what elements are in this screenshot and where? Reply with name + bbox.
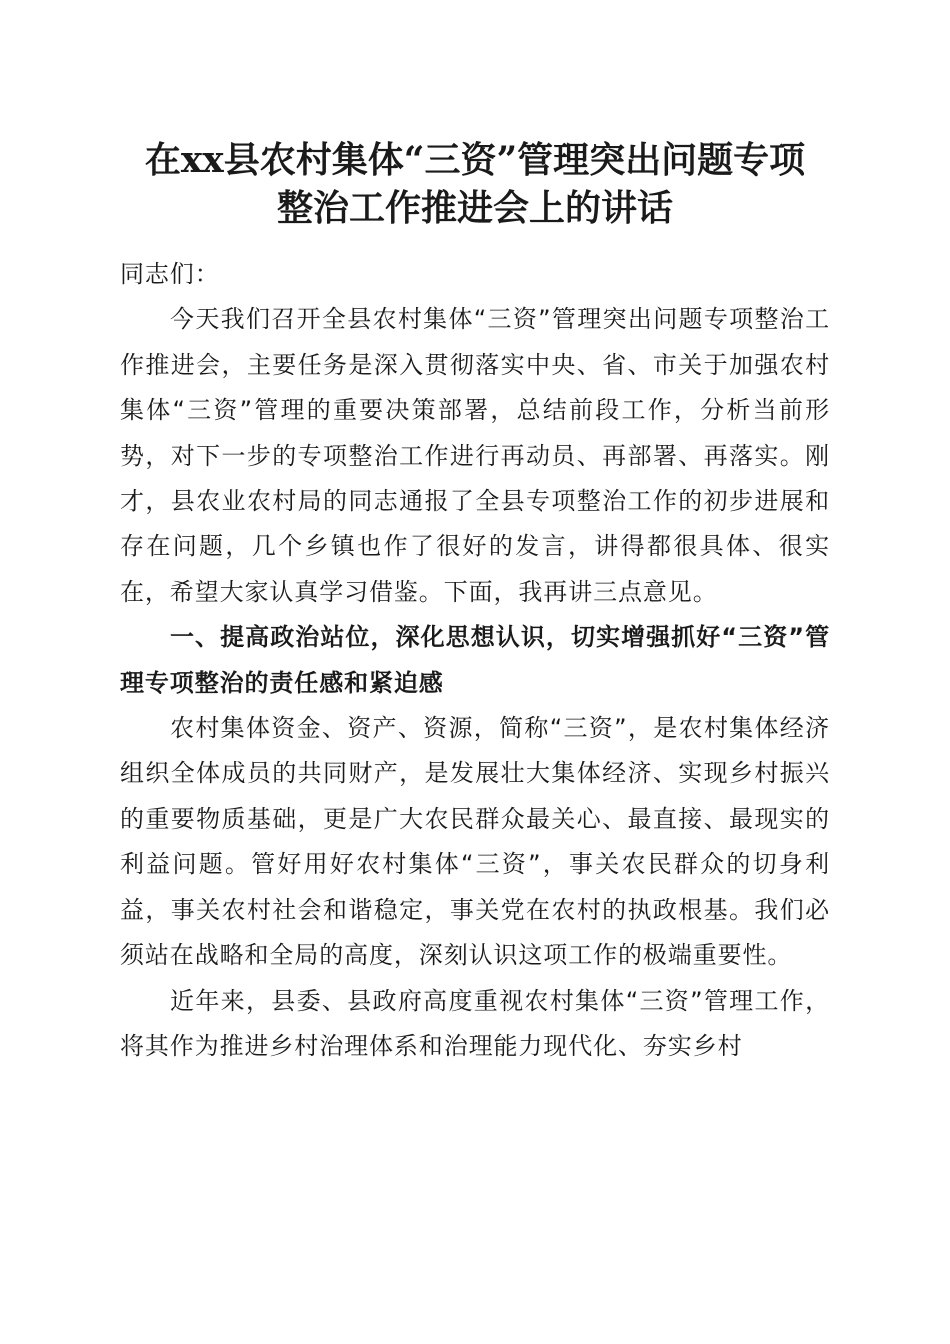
document-title-line-2: 整治工作推进会上的讲话	[276, 187, 673, 229]
paragraph-three-assets: 农村集体资金、资产、资源，简称“三资”，是农村集体经济组织全体成员的共同财产，是发展壮大集体经济、实现乡村振兴的重要物质基础，更是广大农民群众最关心、最直接、最现实的利益问题。管好用好农村集体“三资”，事关农民群众的切身利益，事关农村社会和谐稳定，事关党在农村的执政根基。我们必须站在战略和全局的高度，深刻认识这项工作的极端重要性。	[120, 714, 830, 970]
salutation: 同志们：	[120, 260, 220, 288]
document-title-line-1: 在xx县农村集体“三资”管理突出问题专项	[144, 139, 806, 181]
paragraph-intro: 今天我们召开全县农村集体“三资”管理突出问题专项整治工作推进会，主要任务是深入贯彻落实中央、省、市关于加强农村集体“三资”管理的重要决策部署，总结前段工作，分析当前形势，对下一步的专项整治工作进行再动员、再部署、再落实。刚才，县农业农村局的同志通报了全县专项整治工作的初步进展和存在问题，几个乡镇也作了很好的发言，讲得都很具体、很实在，希望大家认真学习借鉴。下面，我再讲三点意见。	[120, 305, 830, 606]
document-body	[120, 252, 830, 1069]
paragraph-recent-years: 近年来，县委、县政府高度重视农村集体“三资”管理工作，将其作为推进乡村治理体系和治理能力现代化、夯实乡村	[120, 986, 830, 1060]
section-heading-1: 一、提高政治站位，深化思想认识，切实增强抓好“三资”管理专项整治的责任感和紧迫感	[120, 623, 830, 697]
